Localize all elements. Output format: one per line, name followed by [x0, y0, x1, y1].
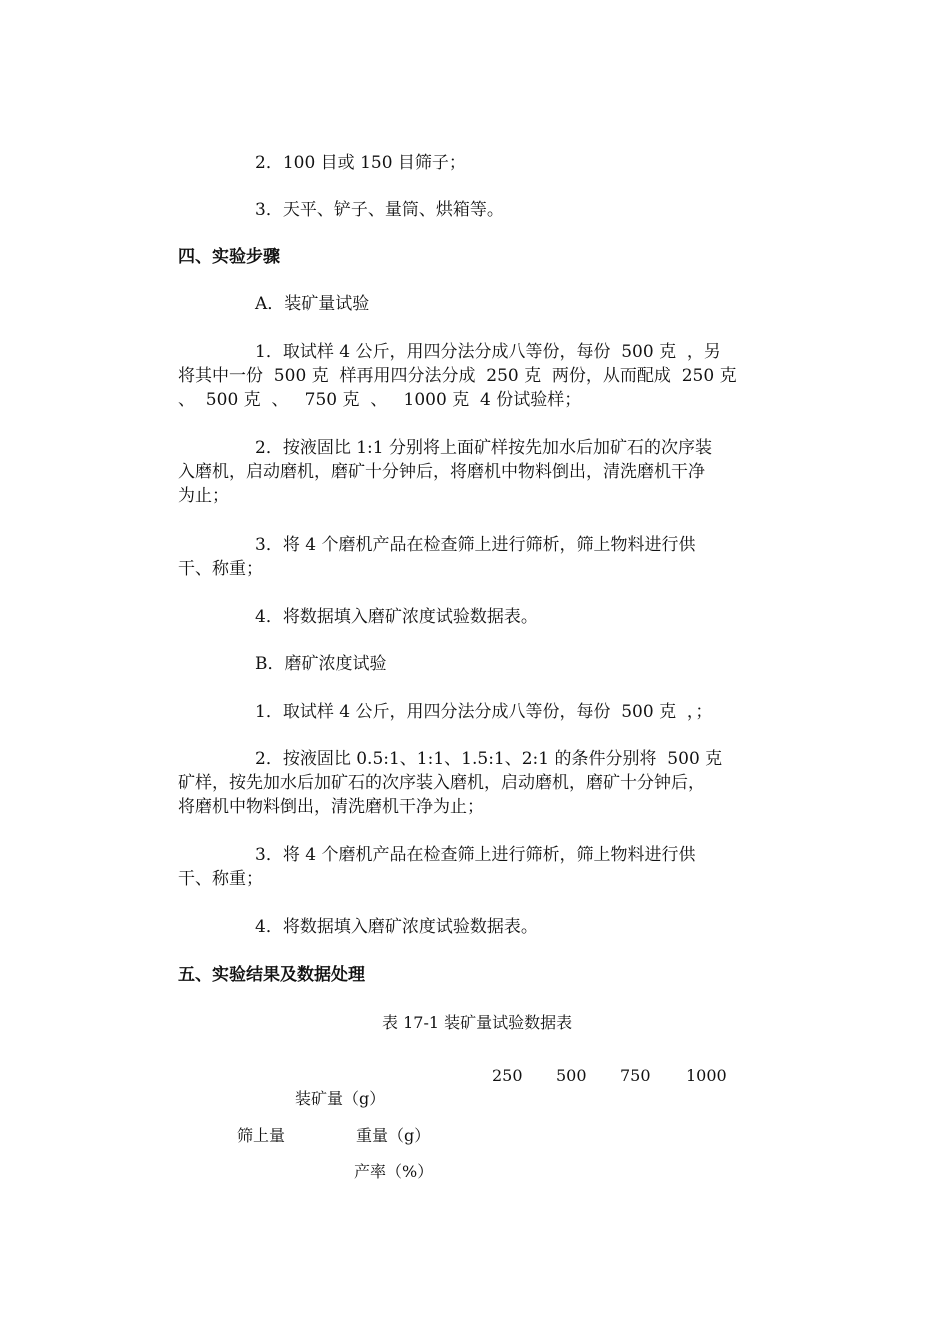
sub-row-weight: 重量（g）	[356, 1126, 431, 1145]
section-4-heading: 四、实验步骤	[178, 247, 280, 267]
column-header-500: 500	[556, 1066, 587, 1085]
column-header-1000: 1000	[686, 1066, 727, 1085]
part-b-title: B．磨矿浓度试验	[255, 654, 387, 674]
part-b-step-4: 4．将数据填入磨矿浓度试验数据表。	[255, 917, 538, 937]
row-header-ore-load: 装矿量（g）	[295, 1089, 386, 1108]
column-header-750: 750	[620, 1066, 651, 1085]
table-caption: 表 17-1 装矿量试验数据表	[382, 1013, 573, 1032]
part-a-title: A．装矿量试验	[255, 294, 370, 314]
part-b-step-1: 1．取试样 4 公斤，用四分法分成八等份，每份 500 克 ，；	[255, 702, 713, 722]
materials-item-3: 3．天平、铲子、量筒、烘箱等。	[255, 200, 504, 220]
materials-item-2: 2．100 目或 150 目筛子；	[255, 153, 466, 173]
row-group-label: 筛上量	[237, 1126, 286, 1145]
section-5-heading: 五、实验结果及数据处理	[178, 965, 365, 985]
part-a-step-4: 4．将数据填入磨矿浓度试验数据表。	[255, 607, 538, 627]
column-header-250: 250	[492, 1066, 523, 1085]
sub-row-yield: 产率（%）	[354, 1162, 434, 1181]
